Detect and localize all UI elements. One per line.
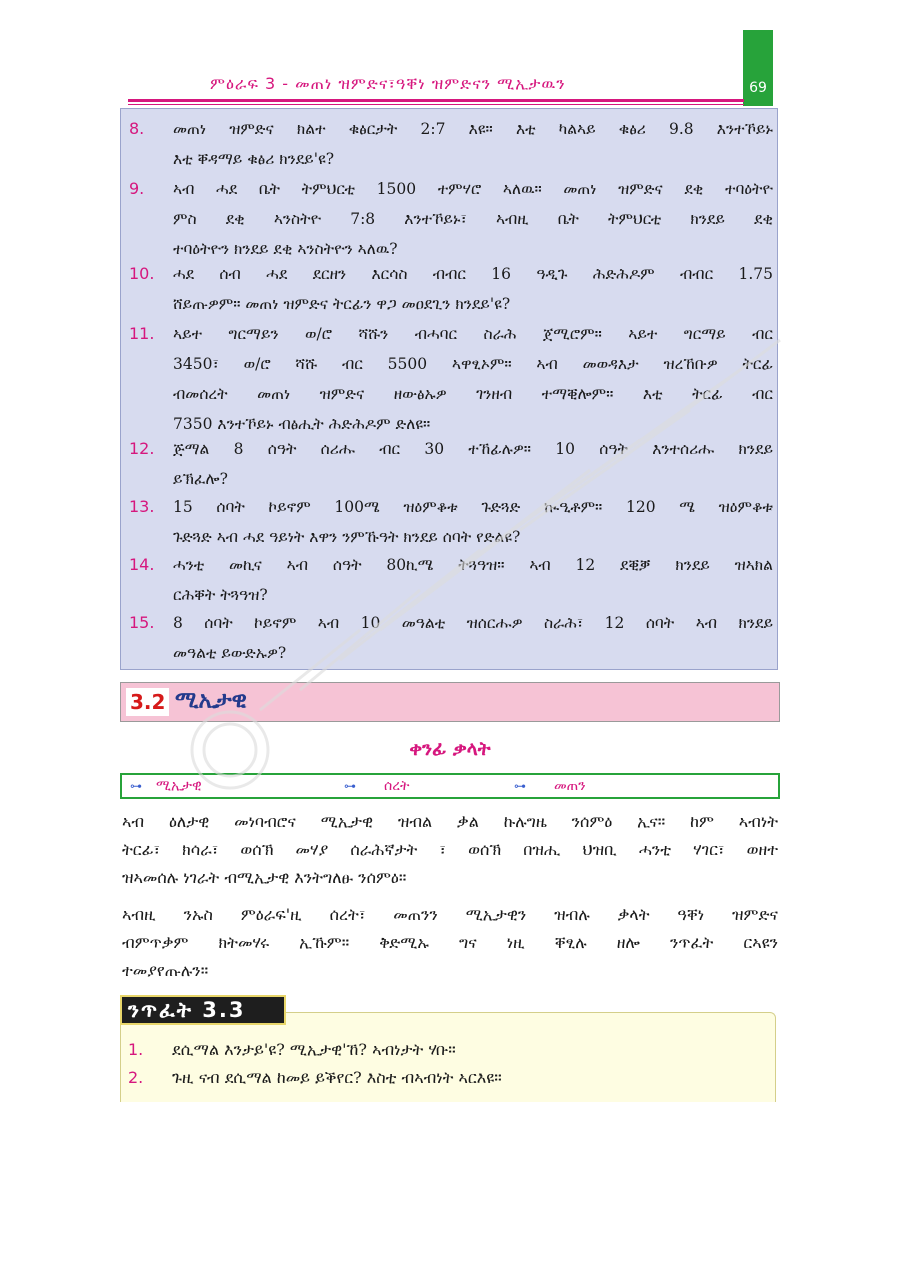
section-number: 3.2 (126, 688, 169, 716)
key-term-item (130, 778, 202, 794)
key-term-label: መጠን (554, 778, 586, 794)
exercise-line: ኣብ ሓደ ቤት ትምህርቲ 1500 ተምሃሮ ኣለዉ። መጠነ ዝምድና ደቂ ተባዕትዮ (173, 180, 773, 198)
exercise-number: 14. (129, 555, 155, 574)
exercise-box (120, 108, 778, 670)
header-rule (128, 99, 744, 102)
key-terms-bar (120, 773, 780, 799)
key-term-label: ሚኢታዊ (156, 778, 202, 794)
exercise-line: ሓንቲ መኪና ኣብ ሰዓት 80ኪሜ ትጓዓዝ። ኣብ 12 ደቒቓ ክንደይ ዝኣክል (173, 556, 773, 574)
key-term-label: ሰረት (384, 778, 410, 794)
key-icon: ⊶ (344, 779, 356, 793)
key-term-item (344, 778, 410, 794)
key-icon: ⊶ (514, 779, 526, 793)
activity-number: 2. (128, 1068, 144, 1087)
activity-label: ንጥፈት 3.3 (120, 995, 286, 1025)
exercise-number: 15. (129, 613, 155, 632)
key-terms-heading: ቀንፊ ቃላት (409, 738, 491, 760)
exercise-number: 12. (129, 439, 155, 458)
activity-text: ደሲማል እንታይ'ዩ? ሚኢታዊ'ኸ? ኣብነታት ሃቡ። (172, 1040, 456, 1059)
exercise-line: ጅማል 8 ሰዓት ሰሪሑ ብር 30 ተኸፊሉዎ። 10 ሰዓት እንተሰሪሑ ክንደይ (173, 440, 773, 458)
page-number: 69 (749, 80, 767, 96)
paragraph-line: ትርፊ፣ ክሳራ፣ ወሰኽ መሃያ ሰራሕኛታት ፣ ወሰኽ በዝሒ ህዝቢ ሓንቲ ሃገር፣ ወዘተ (122, 840, 778, 859)
activity-number: 1. (128, 1040, 144, 1059)
activity-text: ጉዚ ናብ ደሲማል ከመይ ይቕየር? እስቲ ብኣብነት ኣርእዩ። (172, 1068, 502, 1087)
section-title: ሚኢታዊ (175, 688, 247, 713)
exercise-number: 13. (129, 497, 155, 516)
exercise-number: 9. (129, 179, 145, 198)
exercise-line: 8 ሰባት ኮይኖም ኣብ 10 መዓልቲ ዝሰርሑዎ ስራሕ፣ 12 ሰባት ኣብ ክንደይ (173, 614, 773, 632)
exercise-line: 7350 እንተኾይኑ ብፅሒት ሕድሕዶም ድለዩ። (173, 415, 431, 433)
header-rule-thin (128, 104, 744, 105)
exercise-line: ብመሰረት መጠነ ዝምድና ዘውፅኡዎ ገንዘብ ተማቒሎም። እቲ ትርፊ ብር (173, 385, 773, 403)
paragraph-line: ኣብዚ ንኡስ ምዕራፍ'ዚ ሰረት፣ መጠንን ሚኢታዊን ዝብሉ ቃላት ዓቐነ ዝምድና (122, 905, 778, 924)
exercise-line: ሓደ ሰብ ሓደ ደርዘን እርሳስ ብብር 16 ዓዲጉ ሕድሕዶም ብብር 1.75 (173, 265, 773, 283)
exercise-line: መጠነ ዝምድና ክልተ ቁፅርታት 2:7 እዩ። እቲ ካልኣይ ቁፅሪ 9.8 እንተኾይኑ (173, 120, 773, 138)
key-term-item (514, 778, 586, 794)
paragraph-line: ተመያየጡሉን። (122, 961, 209, 980)
exercise-line: መዓልቲ ይውድኡዎ? (173, 644, 287, 662)
exercise-line: ሸይጡዎም። መጠነ ዝምድና ትርፊን ዋጋ መዐደጊን ክንደይ'ዩ? (173, 295, 511, 313)
paragraph-line: ብምጥቃም ክትመሃሩ ኢኹም። ቅድሚኡ ግና ነዚ ቐፂሉ ዘሎ ንጥፈት ርኣዩን (122, 933, 778, 952)
exercise-line: ኣይተ ግርማይን ወ/ሮ ሻሹን ብሓባር ስራሕ ጀሚሮም። ኣይተ ግርማይ ብር (173, 325, 773, 343)
paragraph-line: ኣብ ዕለታዊ መነባብሮና ሚኢታዊ ዝብል ቃል ኩሉግዜ ንሰምዕ ኢና። ከም ኣብነት (122, 812, 778, 831)
section-header (120, 682, 780, 722)
exercise-line: ተባዕትዮን ክንደይ ደቂ ኣንስትዮን ኣለዉ? (173, 240, 398, 258)
exercise-number: 8. (129, 119, 145, 138)
key-icon: ⊶ (130, 779, 142, 793)
exercise-line: 3450፣ ወ/ሮ ሻሹ ብር 5500 ኣዋፂኦም። ኣብ መወዳእታ ዝረኸቡዎ ትርፊ (173, 355, 773, 373)
paragraph-line: ዝኣመሰሉ ነገራት ብሚኢታዊ እንትግለፁ ንሰምዕ። (122, 868, 407, 887)
exercise-line: ምስ ደቂ ኣንስትዮ 7:8 እንተኾይኑ፣ ኣብዚ ቤት ትምህርቲ ክንደይ ደቂ (173, 210, 773, 228)
exercise-line: 15 ሰባት ኮይኖም 100ሜ ዝዕምቆቱ ጉድጓድ ኲዒቶም። 120 ሜ ዝዕምቆቱ (173, 498, 773, 516)
exercise-number: 11. (129, 324, 155, 343)
exercise-line: ርሕቐት ትጓዓዝ? (173, 586, 268, 604)
exercise-line: ጉድጓድ ኣብ ሓደ ዓይነት እዋን ንምኹዓት ክንደይ ሰባት የድልዩ? (173, 528, 521, 546)
exercise-number: 10. (129, 264, 155, 283)
chapter-header-title: ምዕራፍ 3 - መጠነ ዝምድና፣ዓቐነ ዝምድናን ሚኢታዉን (210, 74, 566, 93)
exercise-line: እቲ ቐዳማይ ቁፅሪ ክንደይ'ዩ? (173, 150, 335, 168)
exercise-line: ይኽፈሎ? (173, 470, 228, 488)
